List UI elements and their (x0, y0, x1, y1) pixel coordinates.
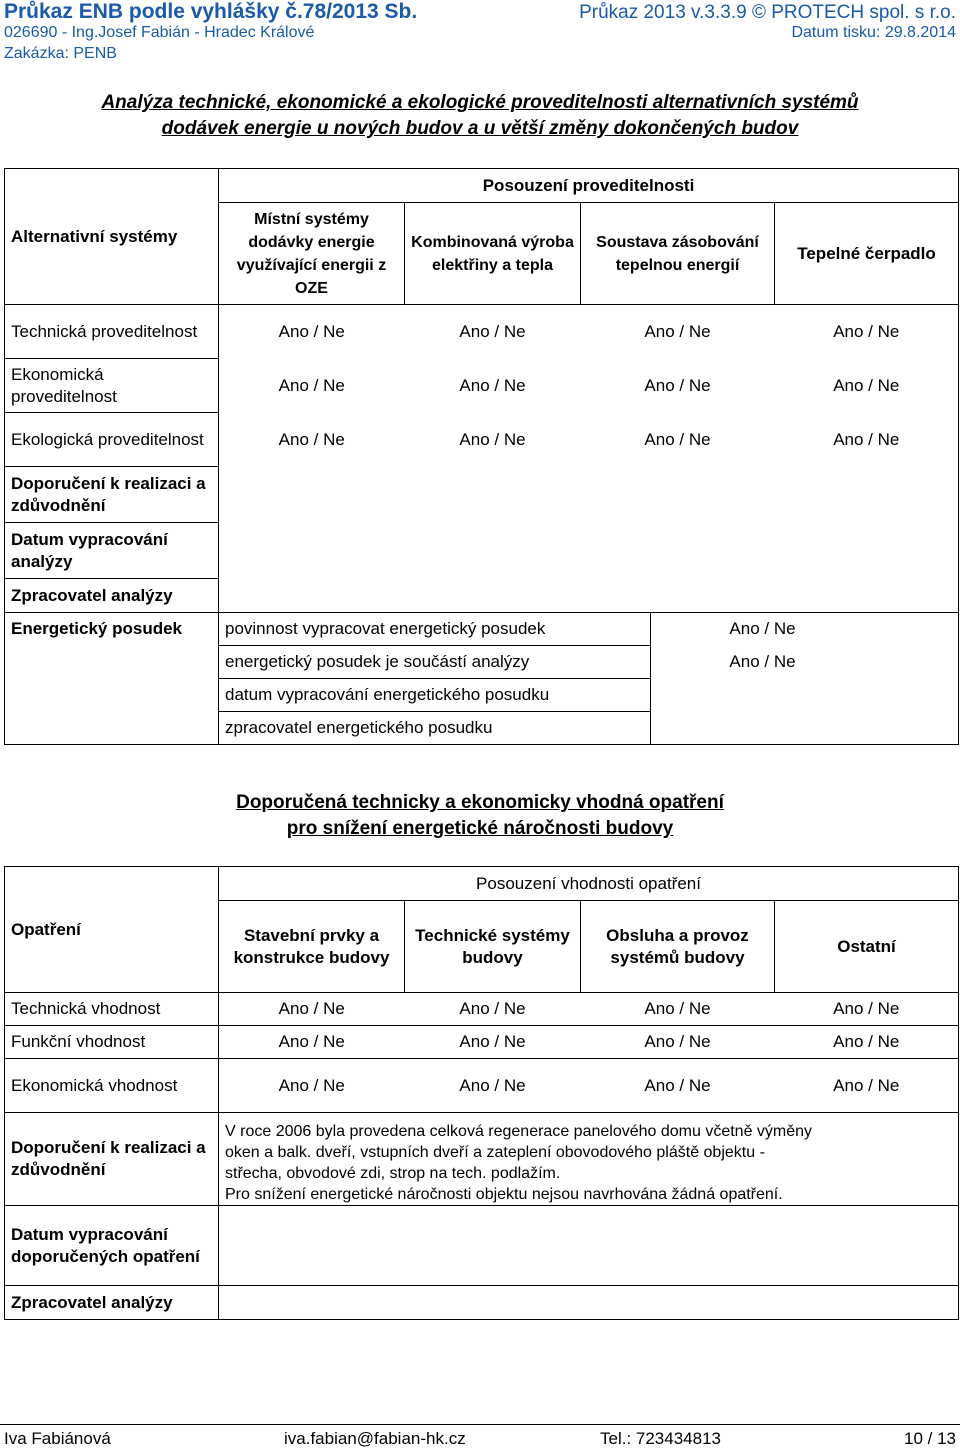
row-label: Ekologická proveditelnost (5, 413, 219, 467)
value-cell: Ano / Ne (405, 305, 581, 359)
author-label: Zpracovatel analýzy (5, 579, 219, 613)
row-label: Technická vhodnost (5, 993, 219, 1026)
recommendation-label: Doporučení k realizaci a zdůvodnění (5, 467, 219, 523)
date-value (219, 1206, 959, 1286)
feasibility-group-head: Posouzení proveditelnosti (219, 169, 959, 203)
value-cell: Ano / Ne (775, 413, 959, 467)
value-cell: Ano / Ne (581, 1059, 775, 1113)
measures-group-head: Posouzení vhodnosti opatření (219, 867, 959, 901)
energy-row-value: Ano / Ne (651, 613, 959, 646)
value-cell: Ano / Ne (459, 375, 526, 395)
value-cell: Ano / Ne (219, 359, 405, 413)
value-cell: Ano / Ne (644, 375, 711, 395)
header-print-date: Datum tisku: 29.8.2014 (791, 24, 956, 41)
date-label: Datum vypracování doporučených opatření (5, 1206, 219, 1286)
author-value (219, 1286, 959, 1320)
row-head-alternative-systems: Alternativní systémy (5, 169, 219, 305)
energy-row-label: datum vypracování energetického posudku (219, 679, 651, 712)
row-label: Ekonomická proveditelnost (5, 359, 219, 413)
col-building-elements: Stavební prvky a konstrukce budovy (219, 901, 405, 993)
energy-row-label: energetický posudek je součástí analýzy (219, 646, 651, 679)
recommendation-value (219, 467, 959, 523)
value-cell: Ano / Ne (405, 1059, 581, 1113)
value-cell: Ano / Ne (775, 1026, 959, 1059)
feasibility-table (4, 168, 959, 613)
value-cell: Ano / Ne (775, 359, 959, 413)
footer-phone: Tel.: 723434813 (600, 1429, 721, 1448)
footer-page: 10 / 13 (904, 1429, 956, 1448)
page-footer (0, 1424, 960, 1451)
value-cell: Ano / Ne (775, 1059, 959, 1113)
section1-title: Analýza technické, ekonomické a ekologické proveditelnosti alternativních systémů dodávek energie u nových budov a u větší změny dokončených budov (101, 92, 859, 139)
footer-email: iva.fabian@fabian-hk.cz (284, 1429, 466, 1448)
value-cell: Ano / Ne (581, 993, 775, 1026)
value-cell: Ano / Ne (219, 993, 405, 1026)
row-label: Funkční vhodnost (5, 1026, 219, 1059)
col-heat-pump: Tepelné čerpadlo (775, 203, 959, 305)
energy-row-value (651, 679, 959, 712)
value-cell: Ano / Ne (644, 429, 711, 449)
value-cell: Ano / Ne (219, 1059, 405, 1113)
col-technical-systems: Technické systémy budovy (405, 901, 581, 993)
energy-row-value (651, 712, 959, 745)
header-version: Průkaz 2013 v.3.3.9 © PROTECH spol. s r.o. (579, 2, 956, 23)
date-label: Datum vypracování analýzy (5, 523, 219, 579)
col-other: Ostatní (775, 901, 959, 993)
value-cell: Ano / Ne (405, 993, 581, 1026)
value-cell: Ano / Ne (405, 1026, 581, 1059)
header-order: Zakázka: PENB (4, 45, 117, 62)
recommendation-text: V roce 2006 byla provedena celková regenerace panelového domu včetně výměny oken a balk. dveří, vstupních dveří a zateplení obovodového pláště objektu - střecha, obvodové zdi, strop na tech. podlažím. Pro snížení energetické náročnosti objektu nejsou navrhována žádná opatření. (219, 1113, 959, 1206)
author-label: Zpracovatel analýzy (5, 1286, 219, 1320)
value-cell: Ano / Ne (219, 305, 405, 359)
col-operation: Obsluha a provoz systémů budovy (581, 901, 775, 993)
value-cell: Ano / Ne (775, 305, 959, 359)
value-cell: Ano / Ne (581, 305, 775, 359)
value-cell: Ano / Ne (219, 1026, 405, 1059)
value-cell: Ano / Ne (459, 429, 526, 449)
row-label: Technická proveditelnost (5, 305, 219, 359)
energy-assessment-label: Energetický posudek (5, 613, 219, 745)
value-cell: Ano / Ne (219, 413, 405, 467)
page-header (0, 0, 960, 66)
value-cell: Ano / Ne (775, 993, 959, 1026)
section2-title: Doporučená technicky a ekonomicky vhodná opatření pro snížení energetické náročnosti budovy (236, 792, 724, 839)
col-district-heating: Soustava zásobování tepelnou energií (581, 203, 775, 305)
recommendation-label: Doporučení k realizaci a zdůvodnění (5, 1113, 219, 1206)
col-oze: Místní systémy dodávky energie využívající energii z OZE (219, 203, 405, 305)
measures-table (4, 866, 959, 1320)
energy-assessment-table (4, 612, 959, 745)
header-title: Průkaz ENB podle vyhlášky č.78/2013 Sb. (4, 0, 418, 23)
energy-row-value: Ano / Ne (651, 646, 959, 679)
date-value (219, 523, 959, 579)
row-head-measures: Opatření (5, 867, 219, 993)
energy-row-label: povinnost vypracovat energetický posudek (219, 613, 651, 646)
author-value (219, 579, 959, 613)
footer-name: Iva Fabiánová (4, 1429, 111, 1448)
col-chp: Kombinovaná výroba elektřiny a tepla (405, 203, 581, 305)
header-author: 026690 - Ing.Josef Fabián - Hradec Králové (4, 24, 315, 41)
energy-row-label: zpracovatel energetického posudku (219, 712, 651, 745)
value-cell: Ano / Ne (581, 1026, 775, 1059)
row-label: Ekonomická vhodnost (5, 1059, 219, 1113)
